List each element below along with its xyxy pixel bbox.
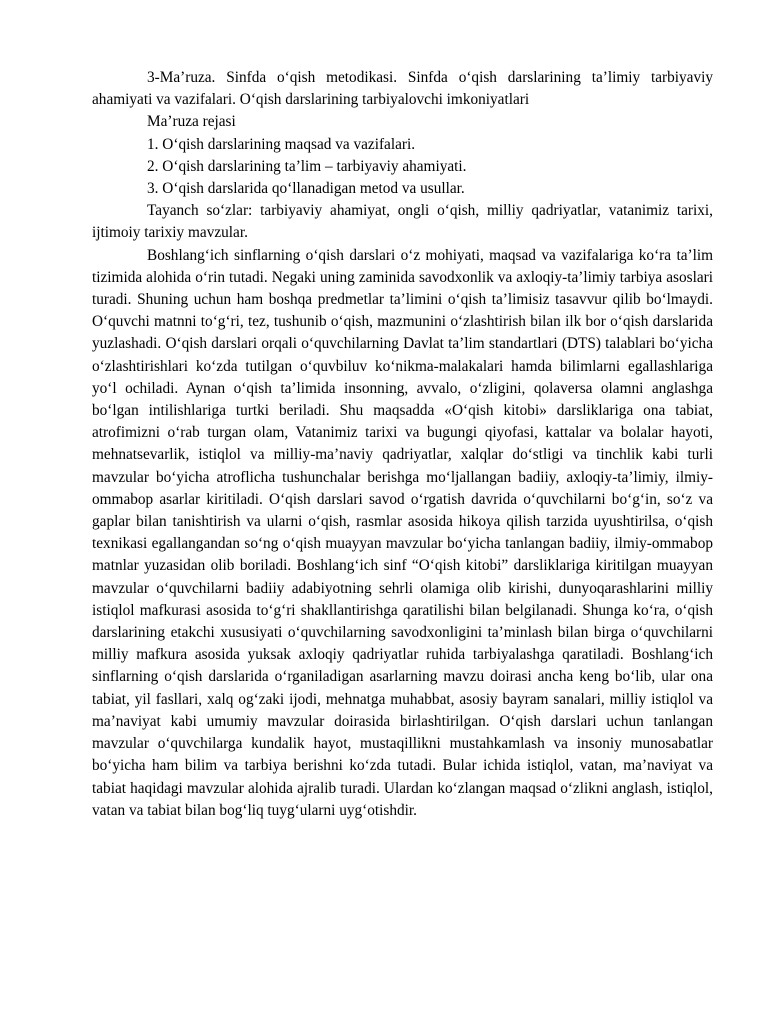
plan-item-2: 2. O‘qish darslarining ta’lim – tarbiyaviy ahamiyati. <box>147 157 467 175</box>
keywords-paragraph: Tayanch so‘zlar: tarbiyaviy ahamiyat, ongli o‘qish, milliy qadriyatlar, vatanimiz tarixi, ijtimoiy tarixiy mavzular. <box>92 202 713 242</box>
document-page <box>92 67 713 822</box>
plan-item-3: 3. O‘qish darslarida qo‘llanadigan metod va usullar. <box>147 180 465 198</box>
plan-title: Ma’ruza rejasi <box>147 113 236 131</box>
lecture-heading: 3-Ma’ruza. Sinfda o‘qish metodikasi. Sinfda o‘qish darslarining ta’limiy tarbiyaviy ahamiyati va vazifalari. O‘qish darslarining tarbiyalovchi imkoniyatlari <box>92 69 713 109</box>
body-paragraph: Boshlang‘ich sinflarning o‘qish darslari o‘z mohiyati, maqsad va vazifalariga ko‘ra ta’lim tizimida alohida o‘rin tutadi. Negaki uning zaminida savodxonlik va axloqiy-ta’limiy tarbiya asoslari turadi. Shuning uchun ham boshqa predmetlar ta’limini o‘qish ta’limisiz tasavvur qilib bo‘lmaydi. O‘quvchi matnni to‘g‘ri, tez, tushunib o‘qish, mazmunini o‘zlashtirish bilan ilk bor o‘qish darslarida yuzlashadi. O‘qish darslari orqali o‘quvchilarning Davlat ta’lim standartlari (DTS) talablari bo‘yicha o‘zlashtirishlari ko‘zda tutilgan o‘quvbiluv ko‘nikma-malakalari hamda bilimlarni egallashlariga yo‘l ochiladi. Aynan o‘qish ta’limida insonning, avvalo, o‘zligini, qolaversa olamni anglashga bo‘lgan intilishlariga turtki beriladi. Shu maqsadda «O‘qish kitobi» darsliklariga ona tabiat, atrofimizni o‘rab turgan olam, Vatanimiz tarixi va bugungi qiyofasi, kattalar va bolalar hayoti, mehnatsevarlik, istiqlol va milliy-ma’naviy qadriyatlar, xalqlar do‘stligi va tinchlik kabi turli mavzular bo‘yicha atroflicha tushunchalar berishga mo‘ljallangan badiiy, axloqiy-ta’limiy, ilmiy-ommabop asarlar kiritiladi. O‘qish darslari savod o‘rgatish davrida o‘quvchilarni bo‘g‘in, so‘z va gaplar bilan tanishtirish va ularni o‘qish, rasmlar asosida hikoya qilish tarzida uyushtirilsa, o‘qish texnikasi egallangandan so‘ng o‘qish muayyan mavzular bo‘yicha tanlangan badiiy, ilmiy-ommabop matnlar yuzasidan olib boriladi. Boshlang‘ich sinf “O‘qish kitobi” darsliklariga kiritilgan muayyan mavzular o‘quvchilarni badiiy adabiyotning sehrli olamiga olib kirishi, dunyoqarashlarini milliy istiqlol mafkurasi asosida to‘g‘ri shakllantirishga qaratilishi bilan belgilanadi. Shunga ko‘ra, o‘qish darslarining etakchi xususiyati o‘quvchilarning savodxonligini ta’minlash bilan birga o‘quvchilarni milliy mafkura asosida yuksak axloqiy qadriyatlar ruhida tarbiyalashga qaratiladi. Boshlang‘ich sinflarning o‘qish darslarida o‘rganiladigan asarlarning mavzu doirasi ancha keng bo‘lib, ular ona tabiat, yil fasllari, xalq og‘zaki ijodi, mehnatga muhabbat, asosiy bayram sanalari, milliy istiqlol va ma’naviyat kabi umumiy mavzular doirasida birlashtirilgan. O‘qish darslari uchun tanlangan mavzular o‘quvchilarga kundalik hayot, mustaqillikni mustahkamlash va insoniy munosabatlar bo‘yicha ham bilim va tarbiya berishni ko‘zda tutadi. Bular ichida istiqlol, vatan, ma’naviyat va tabiat haqidagi mavzular alohida ajralib turadi. Ulardan ko‘zlangan maqsad o‘zlikni anglash, istiqlol, vatan va tabiat bilan bog‘liq tuyg‘ularni uyg‘otishdir. <box>92 246 713 819</box>
plan-item-1: 1. O‘qish darslarining maqsad va vazifalari. <box>147 135 416 153</box>
